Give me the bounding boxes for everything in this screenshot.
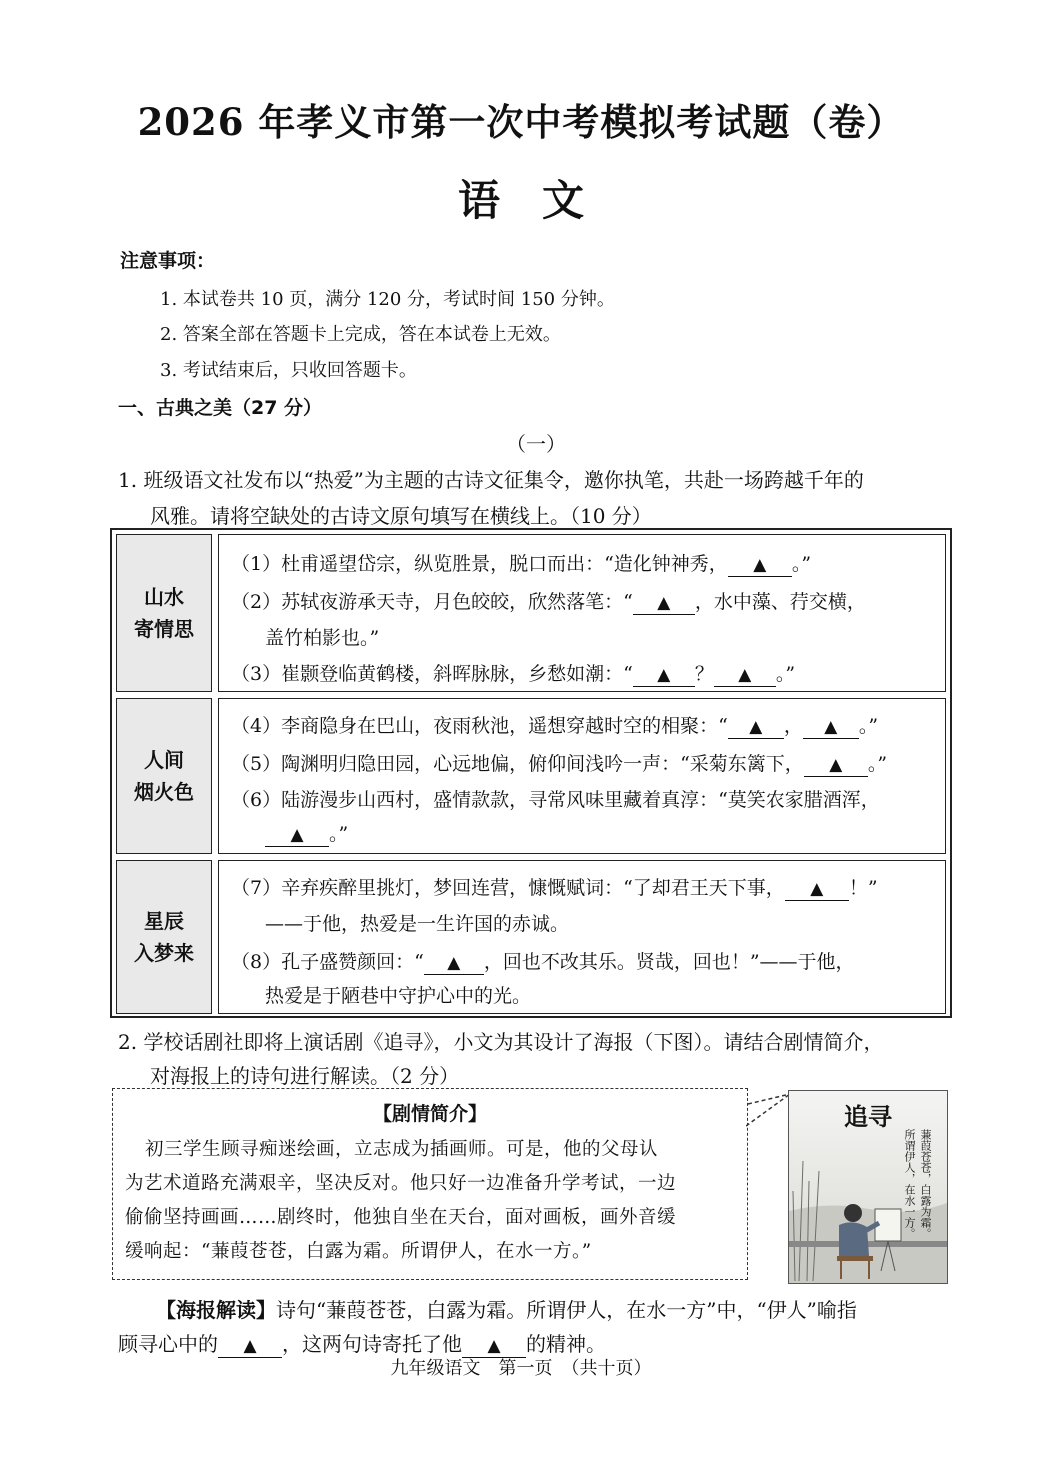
page-footer: 九年级语文 第一页 （共十页） (390, 1358, 652, 1379)
speech-pointer (746, 1090, 792, 1130)
subject-title: 语 文 (457, 176, 584, 225)
item-3: （3）崔颢登临黄鹤楼，斜晖脉脉，乡愁如潮：“ (231, 663, 633, 685)
reading-text-3: ，这两句诗寄托了他 (282, 1332, 462, 1356)
plot-line: 偷偷坚持画画……剧终时，他独自坐在天台，面对画板，画外音缓 (125, 1207, 677, 1228)
item-7-end: ！” (848, 877, 878, 899)
question-1-text-cont: 风雅。请将空缺处的古诗文原句填写在横线上。（10 分） (150, 504, 652, 528)
category-stars-dream: 星辰 入梦来 (116, 860, 212, 1014)
category-cell (218, 698, 946, 854)
answer-blank[interactable]: ▲ (803, 716, 859, 739)
plot-line: 缓响起：“蒹葭苍苍，白露为霜。所谓伊人，在水一方。” (125, 1241, 592, 1262)
reading-label: 【海报解读】 (156, 1298, 276, 1322)
item-5: （5）陶渊明归隐田园，心远地偏，俯仰间浅吟一声：“采菊东篱下， (231, 753, 804, 775)
reading-text-2: 顾寻心中的 (118, 1332, 218, 1356)
item-7: （7）辛弃疾醉里挑灯，梦回连营，慷慨赋词：“了却君王天下事， (231, 877, 785, 899)
plot-summary-box (112, 1088, 748, 1280)
part-label: （一） (506, 432, 566, 456)
question-2-text-cont: 对海报上的诗句进行解读。（2 分） (150, 1064, 460, 1088)
answer-blank[interactable]: ▲ (714, 664, 776, 687)
category-daily-life: 人间 烟火色 (116, 698, 212, 854)
answer-blank[interactable]: ▲ (424, 952, 484, 975)
notice-heading: 注意事项： (120, 250, 216, 272)
notice-item: 2. 答案全部在答题卡上完成，答在本试卷上无效。 (160, 324, 561, 345)
answer-blank[interactable]: ▲ (728, 716, 784, 739)
answer-blank[interactable]: ▲ (728, 554, 792, 577)
notice-item: 1. 本试卷共 10 页，满分 120 分，考试时间 150 分钟。 (160, 289, 615, 310)
section-heading: 一、古典之美（27 分） (118, 397, 323, 419)
poster-poem-line: 所谓伊人，在水一方。 (903, 1129, 916, 1239)
item-8: （8）孔子盛赞颜回：“ (231, 951, 424, 973)
item-6: （6）陆游漫步山西村，盛情款款，寻常风味里藏着真淳：“莫笑农家腊酒浑， (231, 789, 880, 811)
notice-item: 3. 考试结束后，只收回答题卡。 (160, 360, 417, 381)
item-1: （1）杜甫遥望岱宗，纵览胜景，脱口而出：“造化钟神秀， (231, 553, 728, 575)
item-4-mid: ， (783, 715, 803, 737)
item-8-mid: ，回也不改其乐。贤哉，回也！”——于他， (483, 951, 855, 973)
answer-blank[interactable]: ▲ (265, 824, 329, 847)
category-cell (218, 860, 946, 1014)
item-2-end: 盖竹柏影也。” (265, 627, 380, 649)
category-cell (218, 534, 946, 692)
item-5-end: 。” (867, 753, 888, 775)
reading-text: 诗句“蒹葭苍苍，白露为霜。所谓伊人，在水一方”中，“伊人”喻指 (276, 1298, 857, 1322)
question-1-text: 1. 班级语文社发布以“热爱”为主题的古诗文征集令，邀你执笔，共赴一场跨越千年的 (118, 468, 864, 492)
reading-text-4: 的精神。 (526, 1332, 606, 1356)
answer-blank[interactable]: ▲ (785, 878, 849, 901)
exam-title: 2026 年孝义市第一次中考模拟考试题（卷） (137, 100, 905, 144)
plot-line: 为艺术道路充满艰辛，坚决反对。他只好一边准备升学考试，一边 (125, 1173, 677, 1194)
poem-table (110, 528, 952, 1018)
drama-poster (788, 1090, 948, 1284)
answer-blank[interactable]: ▲ (804, 754, 868, 777)
item-8-comment: 热爱是于陋巷中守护心中的光。 (265, 985, 532, 1007)
item-2-mid: ，水中藻、荇交横， (694, 591, 866, 613)
answer-blank[interactable]: ▲ (218, 1335, 282, 1358)
item-4-end: 。” (858, 715, 879, 737)
item-7-comment: ——于他，热爱是一生许国的赤诚。 (265, 913, 570, 935)
plot-line: 初三学生顾寻痴迷绘画，立志成为插画师。可是，他的父母认 (145, 1139, 659, 1160)
poster-poem-line: 蒹葭苍苍，白露为霜。 (919, 1129, 932, 1239)
poster-title: 追寻 (844, 1102, 892, 1131)
item-2: （2）苏轼夜游承天寺，月色皎皎，欣然落笔：“ (231, 591, 633, 613)
answer-blank[interactable]: ▲ (462, 1335, 526, 1358)
item-6-end: 。” (329, 823, 349, 845)
item-1-end: 。” (791, 553, 812, 575)
item-4: （4）李商隐身在巴山，夜雨秋池，遥想穿越时空的相聚：“ (231, 715, 728, 737)
plot-title: 【剧情简介】 (372, 1103, 487, 1125)
category-landscape: 山水 寄情思 (116, 534, 212, 692)
answer-blank[interactable]: ▲ (633, 592, 695, 615)
question-2-text: 2. 学校话剧社即将上演话剧《追寻》，小文为其设计了海报（下图）。请结合剧情简介， (118, 1030, 884, 1054)
answer-blank[interactable]: ▲ (633, 664, 695, 687)
item-3-end: 。” (775, 663, 796, 685)
item-3-mid: ？ (694, 663, 714, 685)
